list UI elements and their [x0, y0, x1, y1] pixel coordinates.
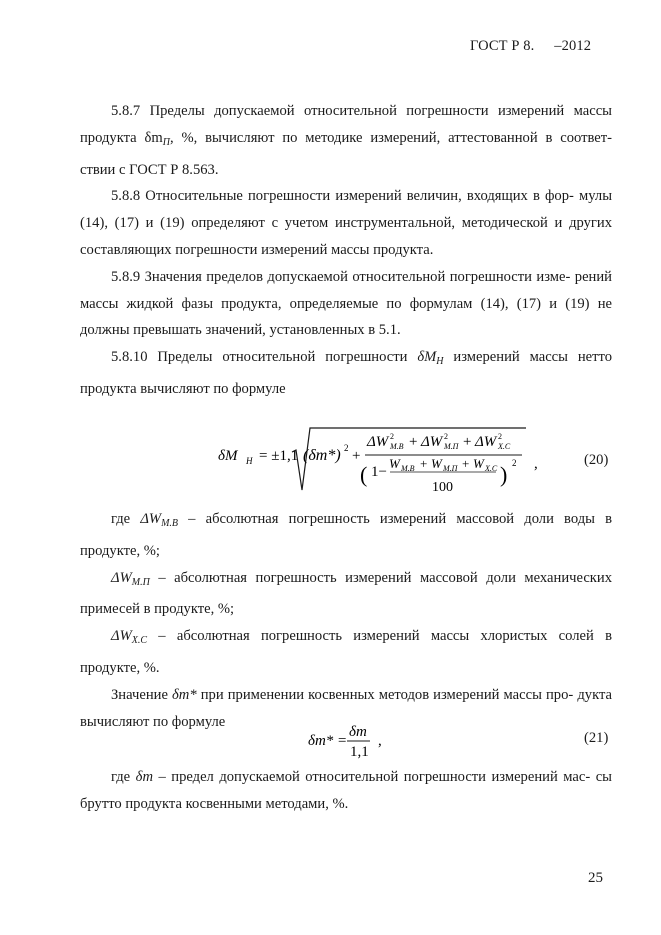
text-line: продукте, %. — [80, 659, 160, 676]
svg-text:2: 2 — [444, 432, 448, 441]
symbol: ΔW — [111, 569, 132, 586]
paragraph-5-8-9 — [80, 264, 612, 344]
text-line: продукта δm — [80, 129, 163, 146]
text-line: продукта вычисляют по формуле — [80, 380, 286, 397]
text-line: измерений массы нетто — [443, 349, 612, 366]
header-doc: ГОСТ Р 8. — [470, 38, 535, 54]
formula-den-sub-2: М.П — [443, 464, 458, 473]
equation-number-20: (20) — [584, 452, 609, 468]
formula-square: 2 — [344, 443, 349, 453]
formula-num-sub-2: М.П — [444, 442, 459, 451]
subscript: П — [162, 136, 170, 148]
subscript: Н — [436, 356, 444, 368]
where-item-impurities — [80, 565, 612, 624]
symbol: δM — [417, 349, 437, 366]
formula-num-sub-3: Х.С — [498, 442, 511, 451]
subscript: М.П — [131, 576, 150, 588]
body-text — [80, 98, 612, 403]
formula-den-sub-1: М.В — [401, 464, 415, 473]
text-line: ствии с ГОСТ Р 8.563. — [80, 161, 219, 178]
formula-num-1: ΔW — [367, 434, 389, 450]
formula-den-w2: W — [431, 456, 442, 471]
text-line: (19) не должны превышать значений, установленных в 5.1. — [80, 295, 612, 339]
symbol: ΔW — [111, 628, 132, 645]
formula21-num: δm — [349, 724, 367, 740]
formula-den-sub-3: Х.С — [485, 464, 498, 473]
subscript: Х.С — [131, 635, 148, 647]
formula-comma: , — [534, 456, 538, 472]
text-line: 5.8.7 Пределы допускаемой относительной погрешности измерений массы — [111, 103, 612, 119]
header-year: –2012 — [554, 38, 592, 54]
where-list-21 — [80, 764, 612, 818]
equation-number-21: (21) — [584, 730, 609, 746]
formula21-den: 1,1 — [350, 744, 369, 760]
text-line: , %, вычисляют по методике измерений, аттестованной в соответ- — [169, 129, 613, 146]
where-item-water — [80, 506, 612, 565]
symbol: δm* — [172, 686, 197, 703]
formula21-lhs: δm* = — [308, 733, 348, 749]
svg-text:+: + — [463, 434, 472, 450]
page-header — [470, 38, 620, 55]
text-line: при применении косвенных методов измерений массы про- — [196, 686, 574, 703]
formula-num-3: ΔW — [475, 434, 497, 450]
text-line: где — [111, 769, 136, 785]
paragraph-5-8-8 — [80, 183, 612, 263]
svg-text:+: + — [462, 456, 470, 471]
svg-text:): ) — [500, 462, 508, 487]
svg-text:(: ( — [360, 462, 368, 487]
formula-num-sub-1: М.В — [390, 442, 404, 451]
text-line: 5.8.10 Пределы относительной погрешности — [111, 349, 418, 366]
text-line: – абсолютная погрешность измерений массы хлористых солей в — [147, 628, 612, 645]
formula21-comma: , — [378, 733, 382, 749]
where-item-dm — [80, 764, 612, 818]
text-line: 5.8.8 Относительные погрешности измерений величин, входящих в фор- — [111, 188, 574, 205]
text-line: сы брутто продукта косвенными методами, %. — [80, 769, 612, 812]
page-number: 25 — [588, 870, 603, 886]
formula-den-w1: W — [389, 456, 400, 471]
subscript: М.В — [161, 518, 179, 529]
formula-plus: + — [352, 448, 361, 464]
text-line: – предел допускаемой относительной погрешности измерений мас- — [152, 769, 591, 785]
text-line: мулы (14), (17) и (19) определяют с учетом инструментальной, методической и — [80, 188, 612, 232]
formula-den-w3: W — [473, 456, 484, 471]
paragraph-5-8-7 — [80, 98, 612, 183]
where-list-20 — [80, 506, 612, 735]
text-line: где — [111, 511, 141, 527]
text-line: 5.8.9 Значения пределов допускаемой относительной погрешности изме- — [111, 268, 571, 285]
text-line: – абсолютная погрешность измерений массовой доли механических — [149, 569, 612, 586]
radical-sign — [292, 428, 526, 490]
svg-text:2: 2 — [498, 432, 502, 441]
formula-den-one: 1− — [371, 464, 387, 480]
formula-dm: (δm*) — [303, 447, 341, 464]
paragraph-5-8-10 — [80, 344, 612, 403]
svg-text:2: 2 — [512, 458, 517, 468]
text-line: продукте, %; — [80, 542, 160, 559]
text-line: других составляющих погрешности измерений массы продукта. — [80, 215, 612, 258]
svg-text:+: + — [420, 456, 428, 471]
formula-den-100: 100 — [432, 480, 453, 495]
symbol: ΔW — [140, 511, 162, 527]
formula-eq: = ±1,1 — [259, 448, 299, 464]
svg-text:2: 2 — [390, 432, 394, 441]
text-line: рений массы жидкой фазы продукта, определяемые по формулам (14), (17) и — [80, 268, 612, 312]
formula-lhs: δM — [218, 448, 238, 464]
symbol: δm — [135, 769, 153, 785]
text-line: примесей в продукте, %; — [80, 601, 235, 618]
text-line: Значение — [111, 686, 173, 703]
text-line: дукта вычисляют по формуле — [80, 686, 613, 730]
formula-lhs-sub: Н — [246, 456, 253, 466]
svg-text:+: + — [409, 434, 418, 450]
where-item-salts — [80, 623, 612, 682]
text-line: – абсолютная погрешность измерений массовой доли воды в — [178, 511, 612, 527]
formula-num-2: ΔW — [421, 434, 443, 450]
paragraph-dm-star — [80, 682, 612, 736]
